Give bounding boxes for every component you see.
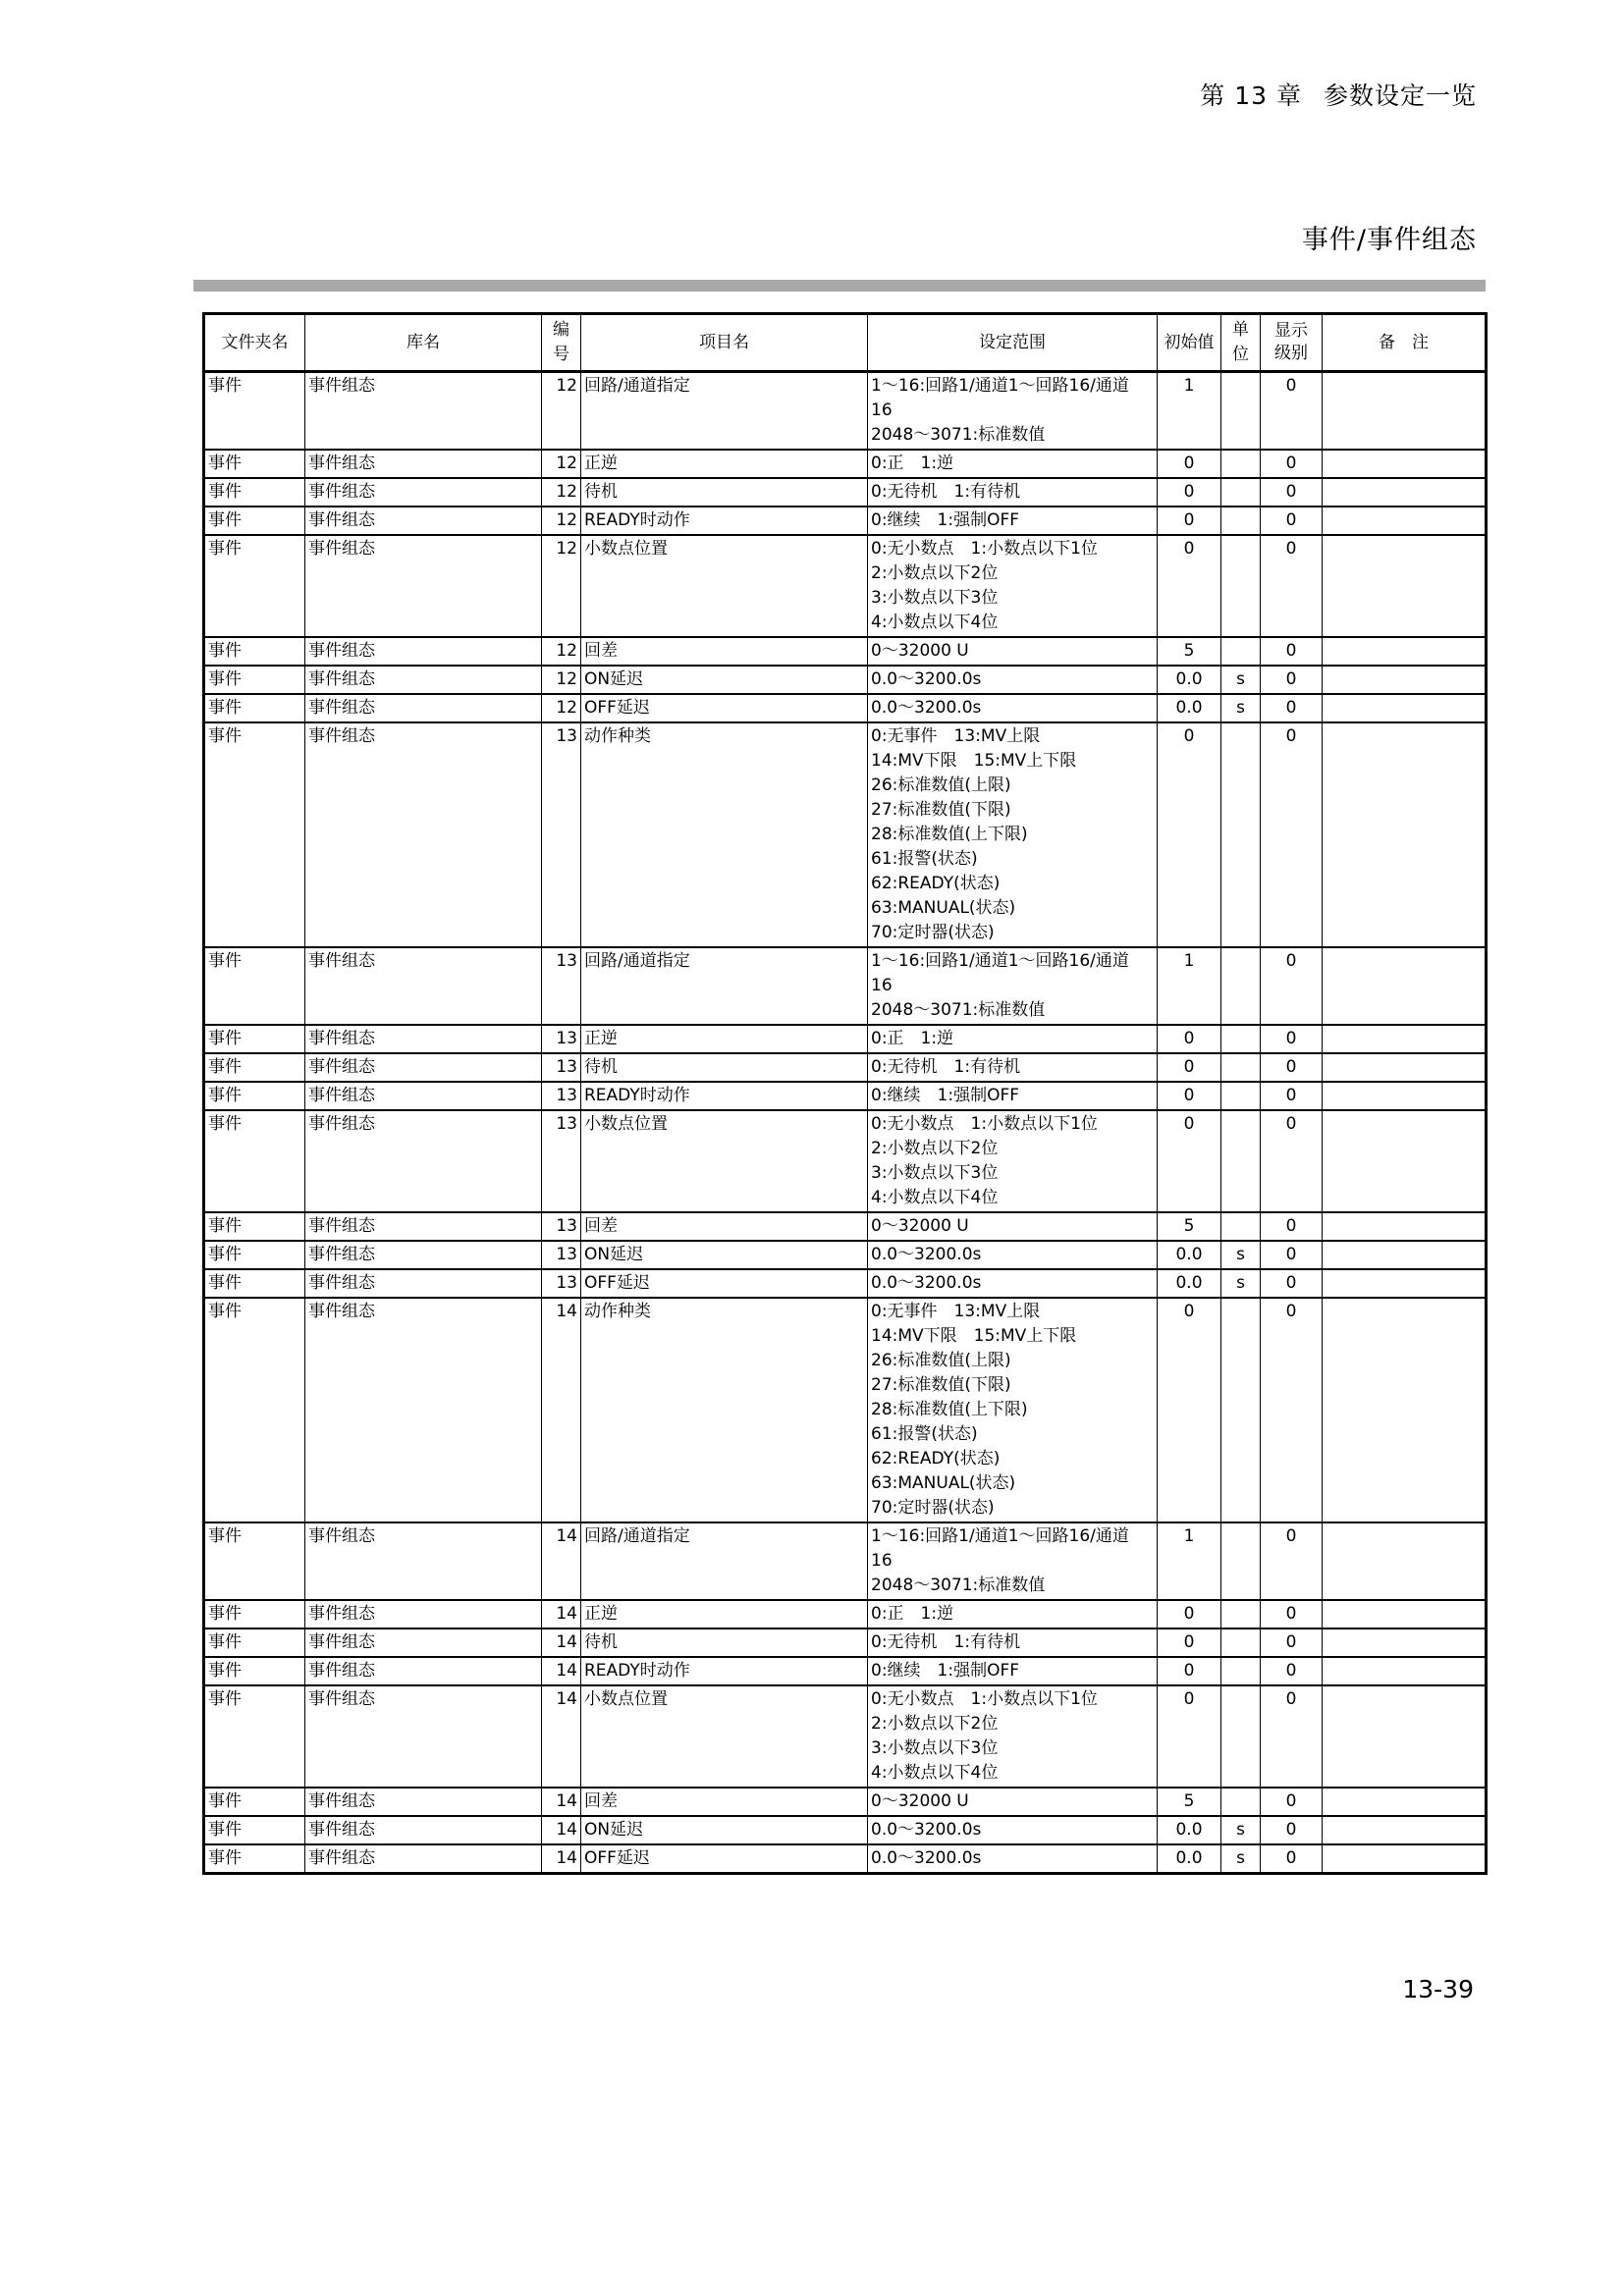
cell-library: 事件组态 [305, 1685, 542, 1788]
cell-number: 12 [542, 507, 581, 535]
cell-unit [1221, 1657, 1261, 1685]
cell-folder: 事件 [204, 478, 305, 507]
cell-unit [1221, 1053, 1261, 1082]
cell-folder: 事件 [204, 1788, 305, 1816]
col-header-unit: 单位 [1221, 314, 1261, 372]
cell-display-level: 0 [1261, 1053, 1323, 1082]
cell-number: 13 [542, 1025, 581, 1053]
cell-item: READY时动作 [581, 1082, 868, 1110]
cell-display-level: 0 [1261, 1522, 1323, 1600]
cell-unit [1221, 1788, 1261, 1816]
cell-number: 12 [542, 666, 581, 694]
cell-number: 12 [542, 694, 581, 722]
table-header-row [204, 314, 1487, 372]
cell-library: 事件组态 [305, 1844, 542, 1874]
cell-display-level: 0 [1261, 478, 1323, 507]
table-row [204, 1600, 1487, 1629]
cell-library: 事件组态 [305, 1212, 542, 1241]
cell-initial: 0.0 [1158, 666, 1221, 694]
cell-remarks [1323, 666, 1487, 694]
table-row [204, 1844, 1487, 1874]
parameter-table [202, 312, 1488, 1875]
cell-remarks [1323, 694, 1487, 722]
cell-range: 0.0～3200.0s [868, 1269, 1158, 1298]
cell-library: 事件组态 [305, 1788, 542, 1816]
cell-initial: 0 [1158, 450, 1221, 478]
cell-number: 14 [542, 1298, 581, 1522]
table-row [204, 1212, 1487, 1241]
cell-unit [1221, 1212, 1261, 1241]
cell-initial: 0.0 [1158, 1241, 1221, 1269]
cell-display-level: 0 [1261, 1629, 1323, 1657]
cell-number: 12 [542, 478, 581, 507]
cell-folder: 事件 [204, 694, 305, 722]
cell-unit [1221, 637, 1261, 666]
cell-library: 事件组态 [305, 1522, 542, 1600]
chapter-title: 参数设定一览 [1323, 81, 1477, 110]
cell-initial: 0 [1158, 1298, 1221, 1522]
cell-folder: 事件 [204, 1629, 305, 1657]
cell-display-level: 0 [1261, 1241, 1323, 1269]
cell-item: 正逆 [581, 450, 868, 478]
table-row [204, 1657, 1487, 1685]
cell-range: 0:无待机 1:有待机 [868, 478, 1158, 507]
table-row [204, 947, 1487, 1025]
cell-folder: 事件 [204, 947, 305, 1025]
cell-remarks [1323, 637, 1487, 666]
cell-remarks [1323, 1212, 1487, 1241]
cell-display-level: 0 [1261, 1816, 1323, 1844]
cell-range: 0:正 1:逆 [868, 1025, 1158, 1053]
cell-number: 14 [542, 1844, 581, 1874]
table-row [204, 1788, 1487, 1816]
cell-number: 14 [542, 1788, 581, 1816]
cell-display-level: 0 [1261, 372, 1323, 451]
cell-remarks [1323, 372, 1487, 451]
cell-folder: 事件 [204, 1241, 305, 1269]
cell-folder: 事件 [204, 1600, 305, 1629]
table-row [204, 1685, 1487, 1788]
table-row [204, 1522, 1487, 1600]
cell-folder: 事件 [204, 1269, 305, 1298]
cell-item: 回路/通道指定 [581, 1522, 868, 1600]
cell-range: 1～16:回路1/通道1～回路16/通道 16 2048～3071:标准数值 [868, 372, 1158, 451]
cell-library: 事件组态 [305, 1629, 542, 1657]
cell-library: 事件组态 [305, 478, 542, 507]
cell-initial: 1 [1158, 1522, 1221, 1600]
cell-unit [1221, 1025, 1261, 1053]
table-row [204, 1082, 1487, 1110]
cell-initial: 5 [1158, 637, 1221, 666]
cell-initial: 0 [1158, 1082, 1221, 1110]
cell-display-level: 0 [1261, 1788, 1323, 1816]
cell-item: 正逆 [581, 1600, 868, 1629]
section-title: 事件/事件组态 [1301, 225, 1477, 255]
cell-remarks [1323, 1082, 1487, 1110]
cell-display-level: 0 [1261, 1298, 1323, 1522]
cell-range: 0:无小数点 1:小数点以下1位 2:小数点以下2位 3:小数点以下3位 4:小数点以下4位 [868, 535, 1158, 637]
cell-library: 事件组态 [305, 535, 542, 637]
cell-item: 正逆 [581, 1025, 868, 1053]
cell-display-level: 0 [1261, 1844, 1323, 1874]
cell-initial: 0 [1158, 478, 1221, 507]
cell-range: 0:无事件 13:MV上限 14:MV下限 15:MV上下限 26:标准数值(上限) 27:标准数值(下限) 28:标准数值(上下限) 61:报警(状态) 62:READY(状态) 63:MANUAL(状态) 70:定时器(状态) [868, 722, 1158, 947]
cell-remarks [1323, 1025, 1487, 1053]
cell-library: 事件组态 [305, 1053, 542, 1082]
cell-item: ON延迟 [581, 666, 868, 694]
cell-unit [1221, 1298, 1261, 1522]
col-header-folder: 文件夹名 [204, 314, 305, 372]
cell-item: 回路/通道指定 [581, 947, 868, 1025]
col-header-display-level: 显示 级别 [1261, 314, 1323, 372]
cell-unit: s [1221, 1816, 1261, 1844]
cell-remarks [1323, 947, 1487, 1025]
cell-library: 事件组态 [305, 1110, 542, 1212]
cell-item: READY时动作 [581, 1657, 868, 1685]
cell-range: 0:无待机 1:有待机 [868, 1053, 1158, 1082]
cell-unit [1221, 722, 1261, 947]
cell-remarks [1323, 1816, 1487, 1844]
cell-initial: 0 [1158, 507, 1221, 535]
cell-remarks [1323, 450, 1487, 478]
cell-number: 14 [542, 1600, 581, 1629]
cell-remarks [1323, 478, 1487, 507]
cell-number: 13 [542, 1212, 581, 1241]
cell-initial: 0 [1158, 1629, 1221, 1657]
cell-display-level: 0 [1261, 666, 1323, 694]
cell-number: 14 [542, 1657, 581, 1685]
cell-remarks [1323, 535, 1487, 637]
cell-display-level: 0 [1261, 1657, 1323, 1685]
table-row [204, 1025, 1487, 1053]
cell-item: ON延迟 [581, 1241, 868, 1269]
table-row [204, 1110, 1487, 1212]
cell-display-level: 0 [1261, 1110, 1323, 1212]
cell-range: 0:继续 1:强制OFF [868, 1082, 1158, 1110]
cell-remarks [1323, 1629, 1487, 1657]
cell-remarks [1323, 1685, 1487, 1788]
cell-folder: 事件 [204, 666, 305, 694]
cell-number: 12 [542, 450, 581, 478]
col-header-range: 设定范围 [868, 314, 1158, 372]
cell-range: 0～32000 U [868, 1788, 1158, 1816]
table-row [204, 507, 1487, 535]
section-divider [193, 280, 1486, 292]
table-row [204, 1298, 1487, 1522]
table-row [204, 722, 1487, 947]
cell-item: 待机 [581, 478, 868, 507]
cell-remarks [1323, 1053, 1487, 1082]
cell-range: 1～16:回路1/通道1～回路16/通道 16 2048～3071:标准数值 [868, 947, 1158, 1025]
col-header-item: 项目名 [581, 314, 868, 372]
cell-number: 12 [542, 535, 581, 637]
cell-unit [1221, 1082, 1261, 1110]
table-row [204, 694, 1487, 722]
table-row [204, 478, 1487, 507]
cell-initial: 0.0 [1158, 1816, 1221, 1844]
cell-remarks [1323, 1844, 1487, 1874]
table-row [204, 1053, 1487, 1082]
cell-range: 0～32000 U [868, 637, 1158, 666]
cell-range: 0:正 1:逆 [868, 450, 1158, 478]
cell-item: 动作种类 [581, 1298, 868, 1522]
cell-library: 事件组态 [305, 450, 542, 478]
cell-item: OFF延迟 [581, 1844, 868, 1874]
cell-folder: 事件 [204, 1657, 305, 1685]
cell-unit [1221, 1110, 1261, 1212]
cell-item: 小数点位置 [581, 1110, 868, 1212]
cell-range: 0～32000 U [868, 1212, 1158, 1241]
table-row [204, 1816, 1487, 1844]
cell-item: 小数点位置 [581, 535, 868, 637]
cell-display-level: 0 [1261, 637, 1323, 666]
cell-folder: 事件 [204, 1082, 305, 1110]
cell-unit [1221, 1600, 1261, 1629]
cell-library: 事件组态 [305, 1082, 542, 1110]
cell-initial: 0.0 [1158, 694, 1221, 722]
cell-number: 12 [542, 637, 581, 666]
cell-range: 0.0～3200.0s [868, 1816, 1158, 1844]
cell-unit: s [1221, 1269, 1261, 1298]
cell-unit: s [1221, 1844, 1261, 1874]
table-row [204, 666, 1487, 694]
cell-number: 14 [542, 1685, 581, 1788]
col-header-initial: 初始值 [1158, 314, 1221, 372]
cell-display-level: 0 [1261, 507, 1323, 535]
cell-remarks [1323, 1110, 1487, 1212]
cell-unit [1221, 947, 1261, 1025]
cell-folder: 事件 [204, 637, 305, 666]
table-row [204, 1629, 1487, 1657]
cell-initial: 5 [1158, 1212, 1221, 1241]
cell-unit [1221, 507, 1261, 535]
cell-folder: 事件 [204, 507, 305, 535]
cell-library: 事件组态 [305, 372, 542, 451]
cell-display-level: 0 [1261, 450, 1323, 478]
cell-library: 事件组态 [305, 1600, 542, 1629]
cell-remarks [1323, 1298, 1487, 1522]
cell-remarks [1323, 1522, 1487, 1600]
cell-library: 事件组态 [305, 947, 542, 1025]
chapter-number: 第 13 章 [1200, 81, 1302, 110]
table-row [204, 637, 1487, 666]
page-number: 13-39 [1402, 1975, 1474, 2003]
col-header-remarks: 备 注 [1323, 314, 1487, 372]
cell-number: 12 [542, 372, 581, 451]
cell-initial: 0 [1158, 1053, 1221, 1082]
cell-display-level: 0 [1261, 694, 1323, 722]
cell-folder: 事件 [204, 1522, 305, 1600]
cell-display-level: 0 [1261, 1212, 1323, 1241]
cell-unit: s [1221, 1241, 1261, 1269]
cell-folder: 事件 [204, 1053, 305, 1082]
cell-library: 事件组态 [305, 507, 542, 535]
cell-unit [1221, 372, 1261, 451]
cell-folder: 事件 [204, 1816, 305, 1844]
cell-item: 待机 [581, 1629, 868, 1657]
cell-folder: 事件 [204, 1298, 305, 1522]
cell-range: 0.0～3200.0s [868, 666, 1158, 694]
cell-remarks [1323, 1788, 1487, 1816]
cell-initial: 0.0 [1158, 1269, 1221, 1298]
cell-range: 0:无待机 1:有待机 [868, 1629, 1158, 1657]
cell-unit [1221, 1685, 1261, 1788]
cell-initial: 0 [1158, 1685, 1221, 1788]
cell-initial: 0 [1158, 1657, 1221, 1685]
cell-folder: 事件 [204, 1685, 305, 1788]
cell-number: 14 [542, 1816, 581, 1844]
cell-library: 事件组态 [305, 1298, 542, 1522]
cell-unit [1221, 535, 1261, 637]
col-header-number: 编号 [542, 314, 581, 372]
cell-display-level: 0 [1261, 1082, 1323, 1110]
cell-range: 0.0～3200.0s [868, 694, 1158, 722]
cell-display-level: 0 [1261, 722, 1323, 947]
cell-range: 0:继续 1:强制OFF [868, 1657, 1158, 1685]
cell-number: 13 [542, 1110, 581, 1212]
cell-display-level: 0 [1261, 535, 1323, 637]
cell-library: 事件组态 [305, 1025, 542, 1053]
cell-initial: 0 [1158, 535, 1221, 637]
cell-range: 0.0～3200.0s [868, 1241, 1158, 1269]
cell-number: 13 [542, 1082, 581, 1110]
cell-unit: s [1221, 666, 1261, 694]
cell-remarks [1323, 507, 1487, 535]
cell-item: 回差 [581, 1788, 868, 1816]
cell-library: 事件组态 [305, 694, 542, 722]
cell-folder: 事件 [204, 535, 305, 637]
cell-range: 0:继续 1:强制OFF [868, 507, 1158, 535]
cell-number: 13 [542, 722, 581, 947]
cell-number: 13 [542, 1269, 581, 1298]
cell-number: 14 [542, 1629, 581, 1657]
table-row [204, 1241, 1487, 1269]
cell-item: 动作种类 [581, 722, 868, 947]
cell-folder: 事件 [204, 722, 305, 947]
cell-library: 事件组态 [305, 1241, 542, 1269]
cell-number: 13 [542, 947, 581, 1025]
cell-item: OFF延迟 [581, 1269, 868, 1298]
cell-range: 0.0～3200.0s [868, 1844, 1158, 1874]
cell-folder: 事件 [204, 1110, 305, 1212]
cell-display-level: 0 [1261, 1600, 1323, 1629]
cell-folder: 事件 [204, 1025, 305, 1053]
cell-library: 事件组态 [305, 722, 542, 947]
table-row [204, 450, 1487, 478]
cell-unit [1221, 450, 1261, 478]
cell-item: 小数点位置 [581, 1685, 868, 1788]
cell-number: 13 [542, 1241, 581, 1269]
col-header-library: 库名 [305, 314, 542, 372]
cell-remarks [1323, 1600, 1487, 1629]
cell-initial: 1 [1158, 372, 1221, 451]
cell-range: 0:无小数点 1:小数点以下1位 2:小数点以下2位 3:小数点以下3位 4:小数点以下4位 [868, 1685, 1158, 1788]
cell-remarks [1323, 1269, 1487, 1298]
cell-display-level: 0 [1261, 1685, 1323, 1788]
cell-item: READY时动作 [581, 507, 868, 535]
cell-initial: 5 [1158, 1788, 1221, 1816]
cell-remarks [1323, 722, 1487, 947]
cell-unit: s [1221, 694, 1261, 722]
cell-folder: 事件 [204, 1844, 305, 1874]
cell-item: OFF延迟 [581, 694, 868, 722]
table-body [204, 372, 1487, 1874]
cell-remarks [1323, 1657, 1487, 1685]
cell-item: 回差 [581, 1212, 868, 1241]
table-row [204, 1269, 1487, 1298]
cell-unit [1221, 1629, 1261, 1657]
cell-item: 待机 [581, 1053, 868, 1082]
cell-library: 事件组态 [305, 1816, 542, 1844]
cell-number: 13 [542, 1053, 581, 1082]
cell-folder: 事件 [204, 1212, 305, 1241]
cell-display-level: 0 [1261, 1269, 1323, 1298]
cell-number: 14 [542, 1522, 581, 1600]
cell-display-level: 0 [1261, 947, 1323, 1025]
cell-range: 0:正 1:逆 [868, 1600, 1158, 1629]
cell-unit [1221, 478, 1261, 507]
cell-initial: 0.0 [1158, 1844, 1221, 1874]
cell-folder: 事件 [204, 450, 305, 478]
cell-range: 0:无事件 13:MV上限 14:MV下限 15:MV上下限 26:标准数值(上限) 27:标准数值(下限) 28:标准数值(上下限) 61:报警(状态) 62:READY(状态) 63:MANUAL(状态) 70:定时器(状态) [868, 1298, 1158, 1522]
cell-library: 事件组态 [305, 637, 542, 666]
cell-folder: 事件 [204, 372, 305, 451]
cell-remarks [1323, 1241, 1487, 1269]
cell-item: 回差 [581, 637, 868, 666]
cell-item: ON延迟 [581, 1816, 868, 1844]
chapter-heading [1200, 77, 1477, 112]
cell-display-level: 0 [1261, 1025, 1323, 1053]
cell-library: 事件组态 [305, 1269, 542, 1298]
cell-initial: 0 [1158, 1025, 1221, 1053]
cell-initial: 1 [1158, 947, 1221, 1025]
cell-range: 1～16:回路1/通道1～回路16/通道 16 2048～3071:标准数值 [868, 1522, 1158, 1600]
table-row [204, 372, 1487, 451]
cell-initial: 0 [1158, 1110, 1221, 1212]
table-row [204, 535, 1487, 637]
cell-library: 事件组态 [305, 1657, 542, 1685]
cell-initial: 0 [1158, 1600, 1221, 1629]
cell-range: 0:无小数点 1:小数点以下1位 2:小数点以下2位 3:小数点以下3位 4:小数点以下4位 [868, 1110, 1158, 1212]
cell-item: 回路/通道指定 [581, 372, 868, 451]
cell-library: 事件组态 [305, 666, 542, 694]
cell-unit [1221, 1522, 1261, 1600]
cell-initial: 0 [1158, 722, 1221, 947]
